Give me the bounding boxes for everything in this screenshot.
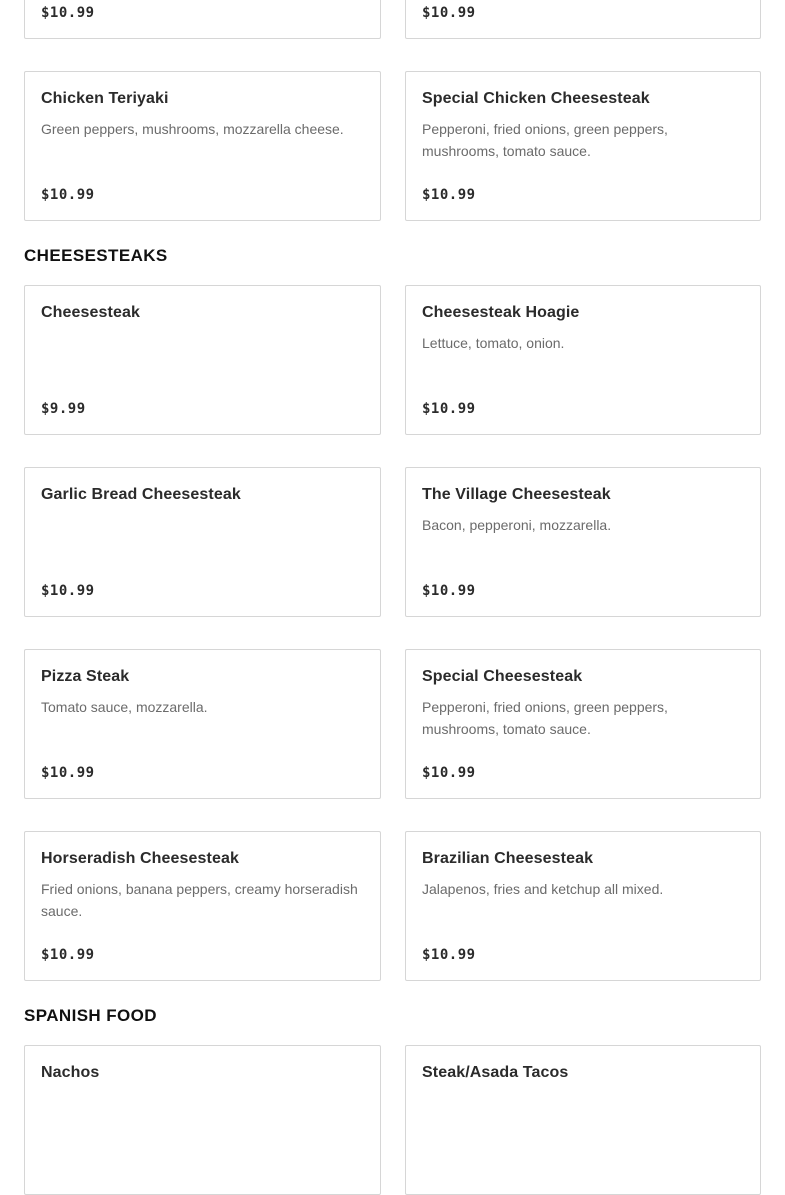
item-description: Pepperoni, fried onions, green peppers, mushrooms, tomato sauce.: [422, 121, 668, 159]
menu-item-card[interactable]: [24, 831, 381, 981]
item-price: $10.99: [422, 187, 476, 203]
item-price: $9.99: [41, 401, 86, 417]
item-description: Fried onions, banana peppers, creamy horseradish sauce.: [41, 881, 358, 919]
item-price: $10.99: [422, 401, 476, 417]
item-description: Pepperoni, fried onions, green peppers, mushrooms, tomato sauce.: [422, 699, 668, 737]
menu-item-card[interactable]: [405, 831, 761, 981]
item-price: $10.99: [422, 947, 476, 963]
item-description: Lettuce, tomato, onion.: [422, 335, 565, 351]
menu-item-card[interactable]: [405, 0, 761, 39]
section-title-spanish-food: SPANISH FOOD: [24, 1006, 157, 1025]
item-name: Special Chicken Cheesesteak: [422, 90, 650, 107]
item-price: $10.99: [41, 765, 95, 781]
item-price: $10.99: [41, 947, 95, 963]
item-description: Tomato sauce, mozzarella.: [41, 699, 208, 715]
menu-item-card[interactable]: [405, 285, 761, 435]
item-price: $10.99: [422, 5, 476, 21]
item-name: Cheesesteak: [41, 304, 140, 321]
menu-item-card[interactable]: [405, 71, 761, 221]
item-name: Horseradish Cheesesteak: [41, 850, 239, 867]
item-price: $10.99: [41, 583, 95, 599]
item-name: The Village Cheesesteak: [422, 486, 611, 503]
item-name: Cheesesteak Hoagie: [422, 304, 580, 321]
menu-item-card[interactable]: [405, 649, 761, 799]
item-name: Pizza Steak: [41, 668, 130, 685]
item-description: Jalapenos, fries and ketchup all mixed.: [422, 881, 664, 897]
section-title-cheesesteaks: CHEESESTEAKS: [24, 246, 168, 265]
item-price: $10.99: [422, 583, 476, 599]
item-price: $10.99: [41, 187, 95, 203]
item-name: Garlic Bread Cheesesteak: [41, 486, 241, 503]
menu-item-card[interactable]: [24, 649, 381, 799]
menu-item-card[interactable]: [24, 1045, 381, 1195]
item-price: $10.99: [422, 765, 476, 781]
item-name: Brazilian Cheesesteak: [422, 850, 594, 867]
item-price: $10.99: [41, 5, 95, 21]
menu-item-card[interactable]: [24, 71, 381, 221]
item-name: Chicken Teriyaki: [41, 90, 169, 107]
menu-item-card[interactable]: [24, 285, 381, 435]
item-name: Special Cheesesteak: [422, 668, 583, 685]
item-description: Green peppers, mushrooms, mozzarella cheese.: [41, 121, 344, 137]
item-name: Steak/Asada Tacos: [422, 1064, 569, 1081]
menu-item-card[interactable]: [24, 0, 381, 39]
menu-item-card[interactable]: [405, 1045, 761, 1195]
item-name: Nachos: [41, 1064, 100, 1081]
menu-item-card[interactable]: [24, 467, 381, 617]
item-description: Bacon, pepperoni, mozzarella.: [422, 517, 612, 533]
menu-item-card[interactable]: [405, 467, 761, 617]
